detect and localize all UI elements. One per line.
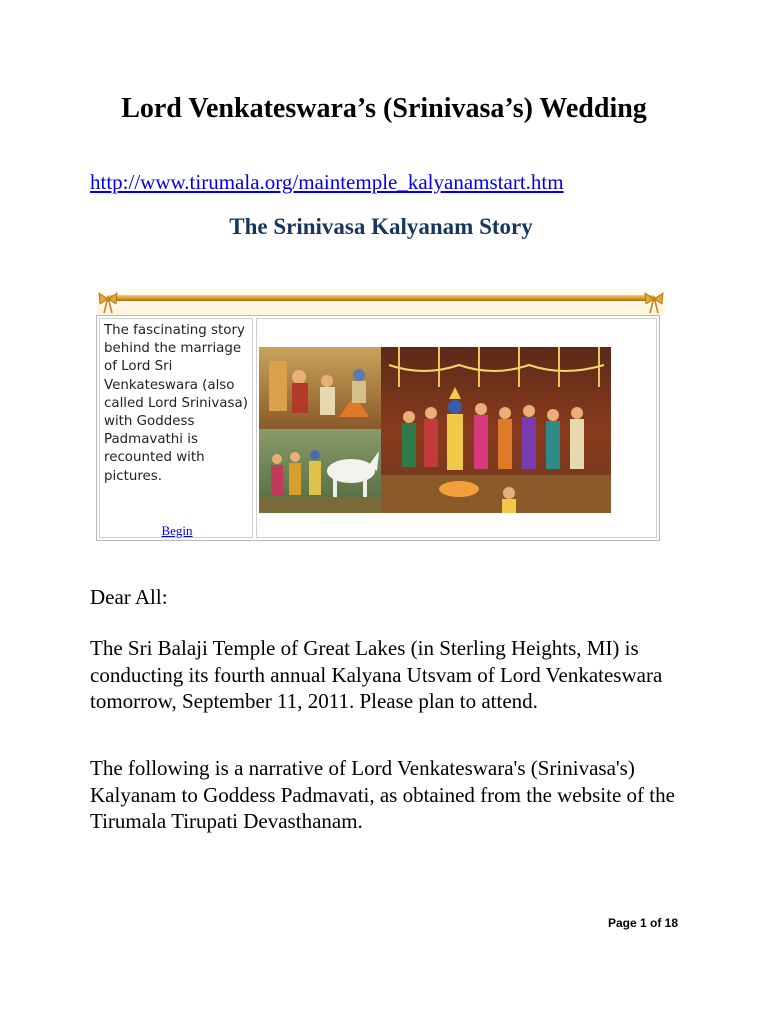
- page-number: Page 1 of 18: [607, 916, 678, 930]
- page-title: Lord Venkateswara’s (Srinivasa’s) Wedding: [121, 93, 647, 124]
- greeting: Dear All:: [90, 585, 168, 609]
- ribbon-bow-icon: [97, 288, 119, 314]
- ribbon-bow-icon: [643, 288, 665, 314]
- story-blurb: The fascinating story behind the marriage of Lord Sri Venkateswara (also called Lord Srinivasa) with Goddess Padmavathi is recounted with pictures.: [104, 323, 248, 484]
- begin-link[interactable]: Begin: [161, 523, 193, 538]
- banner-rod: [107, 295, 655, 301]
- story-subtitle: The Srinivasa Kalyanam Story: [229, 214, 533, 239]
- paragraph-announcement: The Sri Balaji Temple of Great Lakes (in Sterling Heights, MI) is conducting its fourth annual Kalyana Utsvam of Lord Venkateswara tomorrow, September 11, 2011. Please plan to attend.: [90, 636, 663, 713]
- source-link[interactable]: http://www.tirumala.org/maintemple_kalyanamstart.htm: [90, 170, 564, 194]
- story-image-cell: [256, 318, 657, 538]
- kalyanam-painting[interactable]: [259, 347, 611, 513]
- story-table: [96, 315, 660, 541]
- story-text-cell: [99, 318, 253, 538]
- paragraph-narrative: The following is a narrative of Lord Venkateswara's (Srinivasa's) Kalyanam to Goddess Padmavati, as obtained from the website of the Tirumala Tirupati Devasthanam.: [90, 756, 675, 833]
- decorative-banner: [97, 287, 665, 315]
